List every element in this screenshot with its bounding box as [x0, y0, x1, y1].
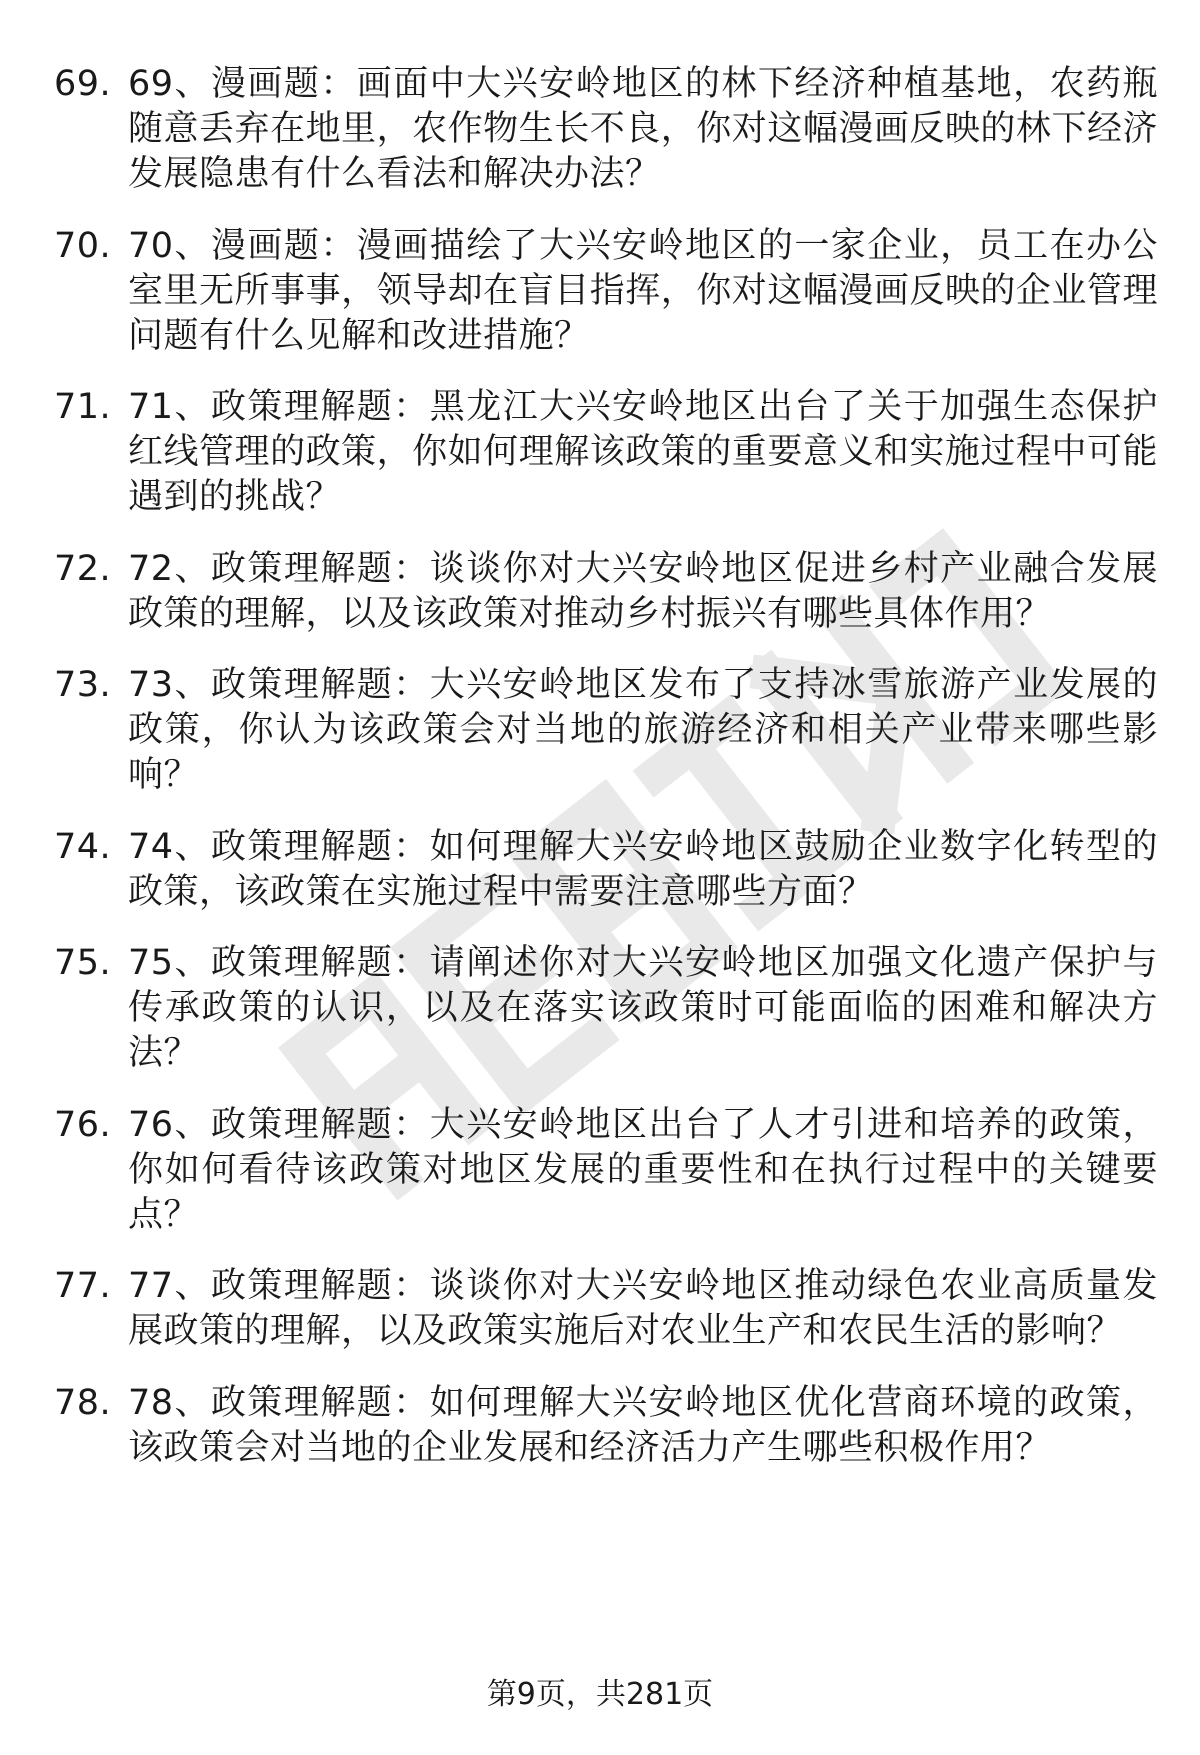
question-item: [0, 1264, 1200, 1354]
question-number: 69.: [54, 64, 112, 104]
question-number: 75.: [54, 943, 112, 983]
question-text: 72、政策理解题：谈谈你对大兴安岭地区促进乡村产业融合发展政策的理解，以及该政策对推动乡村振兴有哪些具体作用？: [128, 548, 1158, 634]
question-text: 69、漫画题：画面中大兴安岭地区的林下经济种植基地，农药瓶随意丢弃在地里，农作物生长不良，你对这幅漫画反映的林下经济发展隐患有什么看法和解决办法？: [128, 64, 1158, 194]
question-item: [0, 224, 1200, 359]
question-number: 70.: [54, 225, 112, 266]
question-number: 76.: [54, 1104, 112, 1145]
question-number: 71.: [54, 387, 112, 427]
question-list: [0, 62, 1200, 1497]
question-text: 74、政策理解题：如何理解大兴安岭地区鼓励企业数字化转型的政策，该政策在实施过程中需要注意哪些方面？: [128, 826, 1158, 912]
question-text: 70、漫画题：漫画描绘了大兴安岭地区的一家企业，员工在办公室里无所事事，领导却在盲目指挥，你对这幅漫画反映的企业管理问题有什么见解和改进措施？: [128, 225, 1158, 356]
question-number: 78.: [54, 1382, 112, 1423]
question-number: 73.: [54, 665, 112, 705]
question-text: 73、政策理解题：大兴安岭地区发布了支持冰雪旅游产业发展的政策，你认为该政策会对当地的旅游经济和相关产业带来哪些影响？: [128, 665, 1158, 795]
question-item: [0, 547, 1200, 637]
question-text: 78、政策理解题：如何理解大兴安岭地区优化营商环境的政策，该政策会对当地的企业发展和经济活力产生哪些积极作用？: [128, 1382, 1158, 1468]
question-item: [0, 1381, 1200, 1471]
question-text: 77、政策理解题：谈谈你对大兴安岭地区推动绿色农业高质量发展政策的理解，以及政策实施后对农业生产和农民生活的影响？: [128, 1266, 1158, 1351]
question-text: 75、政策理解题：请阐述你对大兴安岭地区加强文化遗产保护与传承政策的认识，以及在落实该政策时可能面临的困难和解决方法？: [128, 943, 1158, 1073]
question-item: [0, 385, 1200, 520]
question-number: 77.: [54, 1266, 112, 1306]
question-item: [0, 62, 1200, 197]
question-item: [0, 941, 1200, 1076]
page-number-footer: 第9页，共281页: [486, 1677, 714, 1712]
question-item: [0, 663, 1200, 798]
question-item: [0, 825, 1200, 915]
question-item: [0, 1103, 1200, 1238]
question-number: 74.: [54, 826, 112, 867]
question-text: 71、政策理解题：黑龙江大兴安岭地区出台了关于加强生态保护红线管理的政策，你如何理解该政策的重要意义和实施过程中可能遇到的挑战？: [128, 387, 1158, 517]
question-text: 76、政策理解题：大兴安岭地区出台了人才引进和培养的政策，你如何看待该政策对地区发展的重要性和在执行过程中的关键要点？: [128, 1104, 1158, 1235]
question-number: 72.: [54, 548, 112, 589]
